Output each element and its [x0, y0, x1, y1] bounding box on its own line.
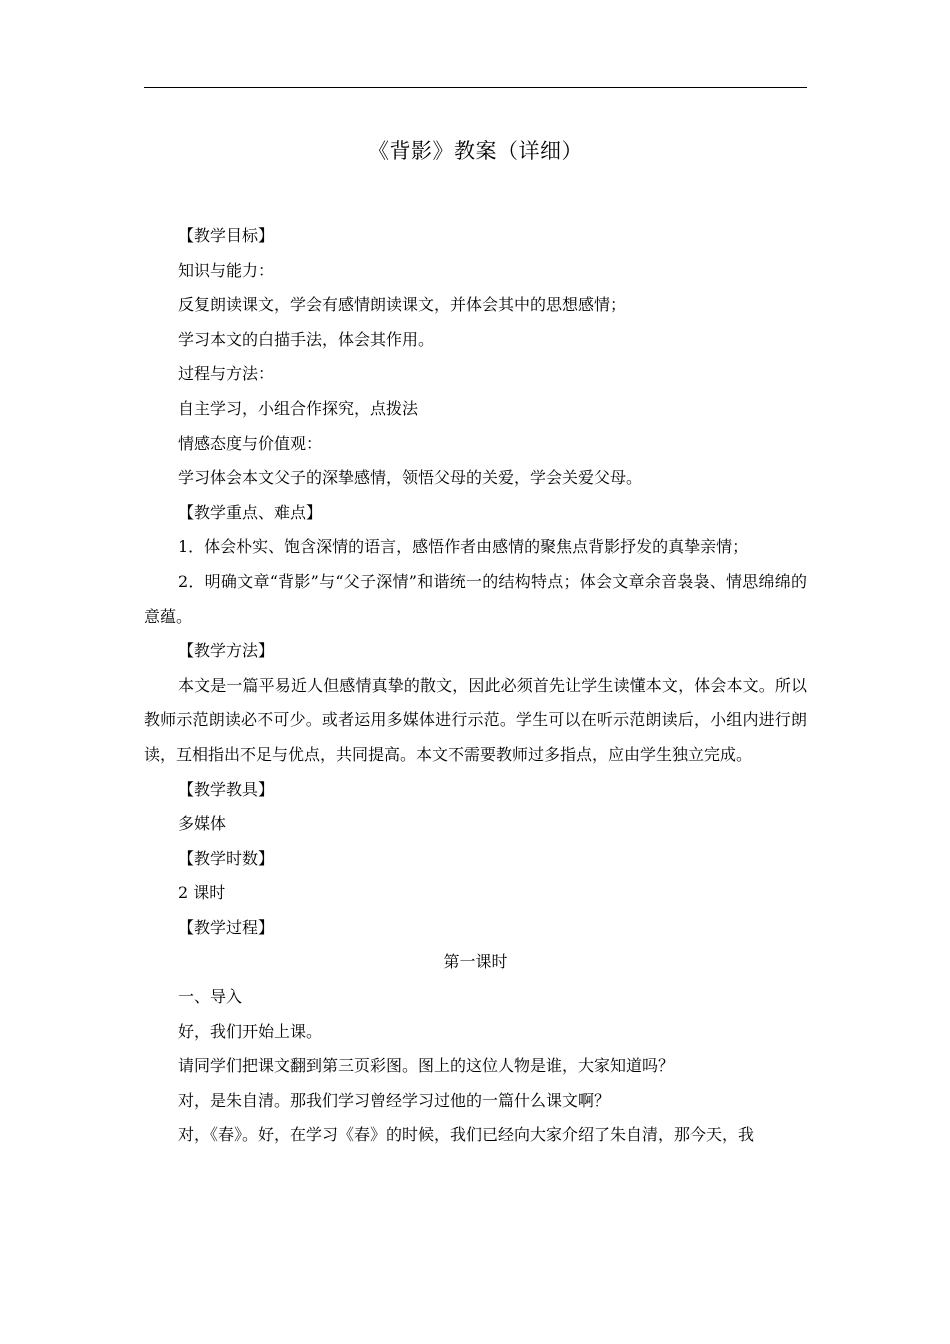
paragraph: 自主学习，小组合作探究，点拨法: [178, 398, 419, 418]
paragraph: 学习体会本文父子的深挚感情，领悟父母的关爱，学会关爱父母。: [178, 468, 643, 488]
paragraph: 对，是朱自清。那我们学习曾经学习过他的一篇什么课文啊？: [178, 1090, 611, 1110]
section-heading-methods: 【教学方法】: [178, 641, 275, 661]
document-body: [144, 219, 807, 1153]
paragraph: 对，《春》。好，在学习《春》的时候，我们已经向大家介绍了朱自清，那今天，我: [178, 1125, 755, 1145]
paragraph: 2 课时: [178, 883, 226, 903]
section-heading-key-points: 【教学重点、难点】: [178, 502, 323, 522]
paragraph: 好，我们开始上课。: [178, 1021, 323, 1041]
paragraph: 请同学们把课文翻到第三页彩图。图上的这位人物是谁，大家知道吗？: [178, 1056, 675, 1076]
section-heading-objectives: 【教学目标】: [178, 226, 275, 245]
header-rule: [144, 87, 807, 88]
paragraph: 一、导入: [178, 987, 243, 1007]
paragraph: 1．体会朴实、饱含深情的语言，感悟作者由感情的聚焦点背影抒发的真挚亲情；: [178, 537, 749, 557]
paragraph: 知识与能力：: [178, 260, 275, 280]
paragraph: 过程与方法：: [178, 364, 275, 384]
section-heading-tools: 【教学教具】: [178, 779, 275, 799]
paragraph: 情感态度与价值观：: [178, 433, 323, 453]
document-title: 《背影》教案（详细）: [368, 139, 583, 163]
paragraph: 反复朗读课文，学会有感情朗读课文，并体会其中的思想感情；: [178, 295, 627, 315]
paragraph: 多媒体: [178, 814, 227, 834]
section-heading-process: 【教学过程】: [178, 917, 275, 937]
lesson-subheading: 第一课时: [443, 952, 508, 972]
section-heading-hours: 【教学时数】: [178, 848, 275, 868]
paragraph: 2．明确文章“背影”与“父子深情”和谐统一的结构特点；体会文章余音袅袅、情思绵绵的意蕴。: [144, 571, 807, 626]
paragraph: 本文是一篇平易近人但感情真挚的散文，因此必须首先让学生读懂本文，体会本文。所以教师示范朗读必不可少。或者运用多媒体进行示范。学生可以在听示范朗读后，小组内进行朗读，互相指出不足与优点，共同提高。本文不需要教师过多指点，应由学生独立完成。: [144, 675, 807, 764]
paragraph: 学习本文的白描手法，体会其作用。: [178, 329, 435, 349]
